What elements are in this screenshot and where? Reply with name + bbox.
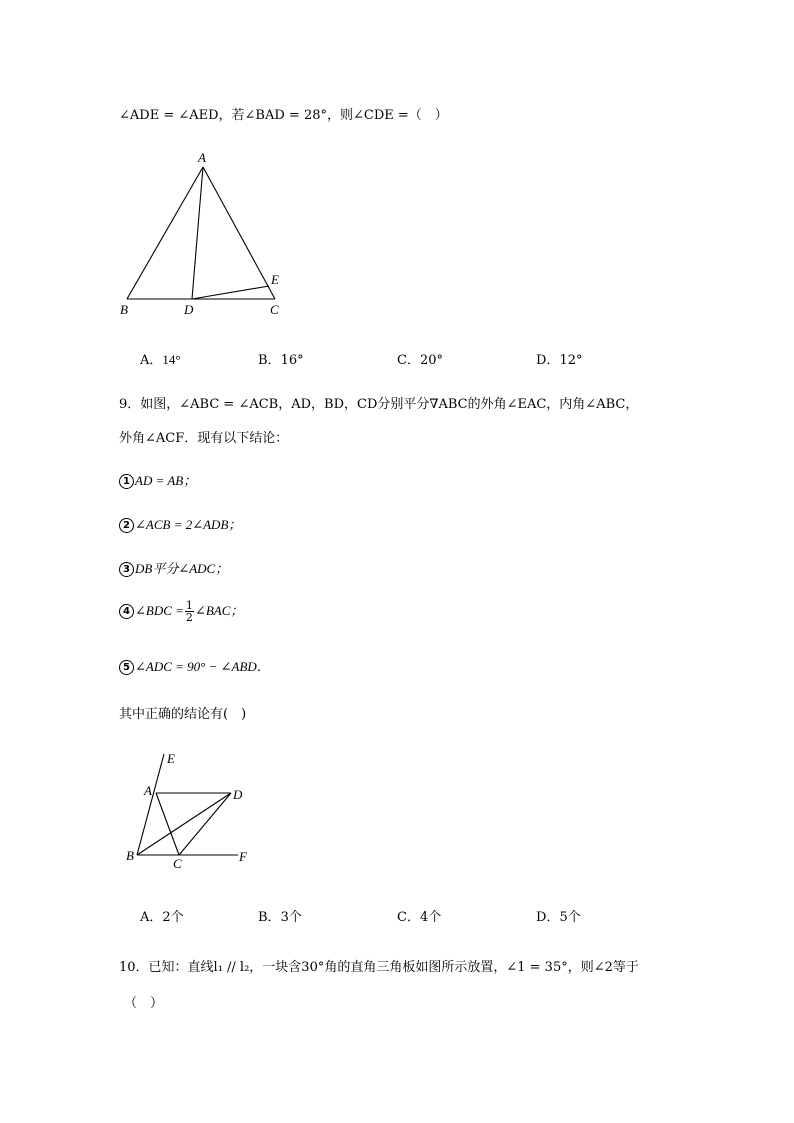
q8-label-a: A — [198, 150, 206, 165]
circled-number-2-icon: 2 — [119, 518, 134, 533]
q9-option-a[interactable]: A．2个 — [140, 910, 184, 925]
q8-side-ab — [127, 167, 203, 299]
q9-conclusion-1: 1 AD = AB； — [119, 470, 196, 489]
q9-option-b[interactable]: B．3个 — [258, 910, 302, 925]
q10-stem-line2: （ ） — [124, 996, 164, 1011]
circled-number-3-icon: 3 — [119, 562, 134, 577]
q10-stem-line1: 10．已知：直线l₁ // l₂，一块含30°角的直角三角板如图所示放置，∠1 = 35°，则∠2等于 — [119, 960, 639, 975]
q9-segment-cd — [179, 793, 231, 855]
q8-segment-ad — [192, 167, 203, 299]
circled-number-4-icon: 4 — [119, 604, 134, 619]
fraction-one-half: $\frac{1}{2}$ — [185, 599, 193, 624]
q8-label-d: D — [184, 302, 194, 317]
q8-option-a[interactable]: A．14° — [140, 352, 181, 368]
circled-number-5-icon: 5 — [119, 660, 134, 675]
q9-conclusion-5: 5 ∠ADC = 90° − ∠ABD． — [119, 656, 270, 675]
q9-label-e: E — [167, 751, 175, 766]
q9-label-c: C — [173, 856, 182, 871]
q8-option-d[interactable]: D．12° — [536, 353, 583, 368]
q9-label-b: B — [126, 848, 134, 863]
q8-label-b: B — [120, 302, 128, 317]
q9-stem-line1: 9．如图，∠ABC = ∠ACB，AD，BD，CD分别平分∇ABC的外角∠EAC，内角∠ABC， — [119, 397, 639, 412]
q8-segment-de — [192, 286, 269, 299]
q9-label-a: A — [144, 783, 152, 798]
q9-conclusion-2: 2 ∠ACB = 2∠ADB； — [119, 514, 241, 533]
circled-number-1-icon: 1 — [119, 474, 134, 489]
q9-option-c[interactable]: C．4个 — [397, 910, 442, 925]
q9-conclusion-3: 3 DB平分∠ADC； — [119, 558, 228, 577]
q9-label-d: D — [233, 787, 243, 802]
q8-triangle-figure — [110, 145, 310, 325]
q8-label-e: E — [271, 272, 279, 287]
q9-figure — [120, 748, 260, 873]
q9-label-f: F — [239, 849, 247, 864]
q9-segment-ac — [156, 793, 179, 855]
q8-option-b[interactable]: B．16° — [258, 353, 304, 368]
q8-side-ac — [203, 167, 275, 299]
q9-stem-line2: 外角∠ACF．现有以下结论： — [119, 431, 289, 446]
q8-label-c: C — [270, 302, 279, 317]
q9-question: 其中正确的结论有( ) — [119, 707, 247, 722]
q9-option-d[interactable]: D．5个 — [536, 910, 581, 925]
q8-option-c[interactable]: C．20° — [397, 353, 443, 368]
q8-stem: ∠ADE = ∠AED，若∠BAD = 28°，则∠CDE =（ ） — [119, 108, 448, 123]
q9-conclusion-4: 4 ∠BDC = $\frac{1}{2}$ ∠BAC； — [119, 600, 243, 623]
